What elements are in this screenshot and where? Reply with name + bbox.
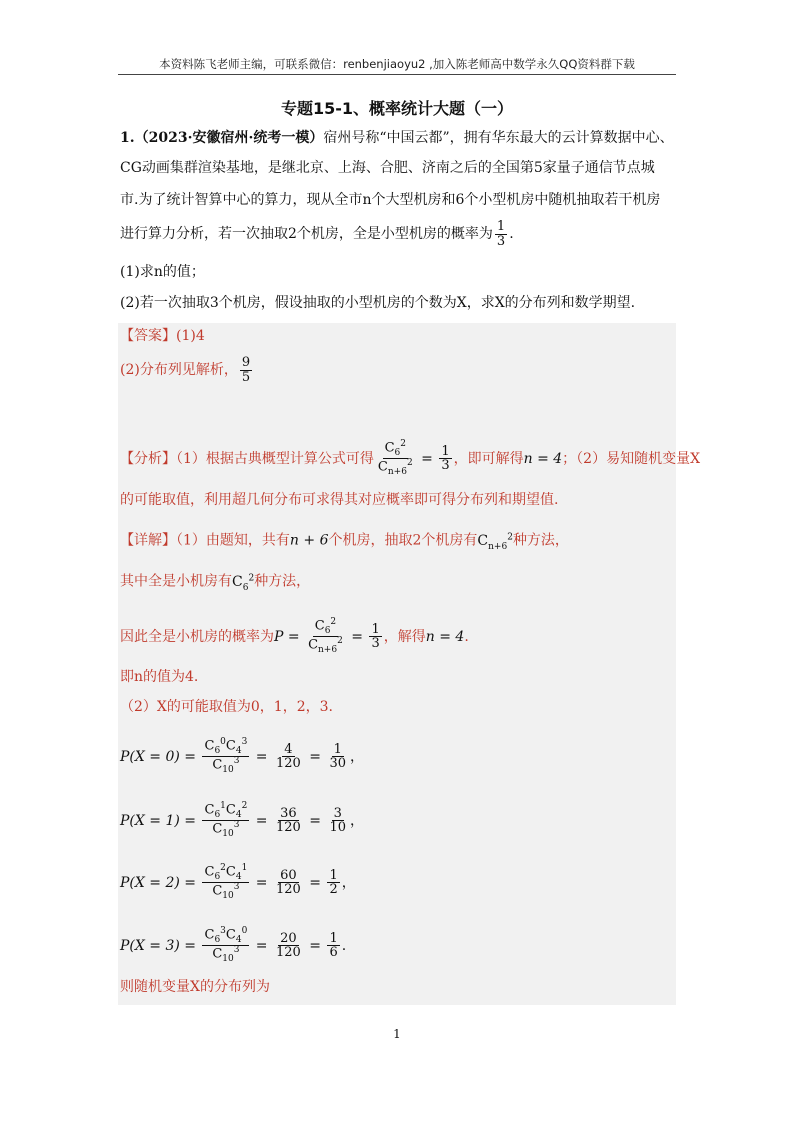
prob-lhs: P(X = 1) = — [120, 812, 197, 829]
punctuation: ， — [349, 748, 364, 765]
problem-line-2: CG动画集群渲染基地，是继北京、上海、合肥、济南之后的全国第5家量子通信节点城 — [120, 160, 655, 176]
frac-num: 1 — [496, 219, 506, 234]
fraction — [274, 807, 303, 835]
frac-num: 1 — [329, 867, 338, 883]
question-1: (1)求n的值； — [120, 264, 205, 280]
frac-num: 1 — [441, 443, 450, 459]
analysis-line-1 — [120, 440, 700, 478]
frac-num: 3 — [333, 805, 342, 821]
problem-text: 宿州号称“中国云都”，拥有华东最大的云计算数据中心、 — [323, 130, 674, 146]
fraction — [202, 738, 249, 776]
frac-den: 2 — [329, 882, 338, 898]
problem-line-1 — [120, 128, 674, 148]
frac-den: 3 — [496, 233, 506, 249]
punctuation: ， — [341, 874, 356, 891]
analysis-line-2: 的可能取值，利用超几何分布可求得其对应概率即可得分布列和期望值. — [120, 492, 559, 508]
detail-text: 其中全是小机房有 — [120, 573, 232, 590]
fraction — [495, 220, 507, 248]
analysis-text: ；（2）易知随机变量X — [562, 450, 701, 467]
answer-line-2 — [120, 356, 254, 384]
math-expr: n + 6 — [289, 532, 329, 549]
frac-den: 6 — [329, 945, 338, 961]
page-header: 本资料陈飞老师主编，可联系微信：renbenjiaoyu2 ,加入陈老师高中数学永久QQ资料群下载 — [159, 57, 635, 71]
probability-row: P(X = 3) = $\frac{C_6^3C_4^0}{C_{10}^3}$ = $\frac{20}{120}$ = $\frac{1}{6}$ . — [120, 926, 347, 965]
detail-text: . — [464, 628, 469, 645]
punctuation: . — [341, 937, 347, 954]
frac-den: $C_{10}^3$ — [212, 945, 240, 965]
frac-num: $C_6^2$ — [384, 439, 407, 458]
fraction — [274, 932, 303, 960]
problem-text: 进行算力分析，若一次抽取2个机房，全是小型机房的概率为 — [120, 226, 493, 243]
frac-den: 120 — [275, 882, 301, 898]
detail-text: 种方法， — [254, 573, 311, 590]
fraction — [369, 623, 381, 651]
problem-source: （2023·安徽宿州·统考一模） — [134, 130, 324, 146]
frac-den: $C_{10}^3$ — [212, 882, 240, 902]
problem-line-4 — [120, 220, 514, 248]
detail-line-1 — [120, 527, 569, 556]
problem-line-3: 市.为了统计智算中心的算力，现从全市n个大型机房和6个小型机房中随机抽取若干机房 — [120, 192, 661, 208]
frac-num: 1 — [329, 930, 338, 946]
header-divider — [118, 74, 676, 75]
detail-line-4: 即n的值为4. — [120, 669, 199, 685]
frac-num: $C_6^2C_4^1$ — [204, 863, 248, 882]
page-title: 专题15-1、概率统计大题（一） — [280, 99, 514, 118]
prob-lhs: P(X = 3) = — [120, 937, 197, 954]
fraction — [306, 618, 345, 656]
detail-label: 【详解】 — [120, 532, 176, 549]
fraction — [327, 869, 339, 897]
analysis-text: （1）根据古典概型计算公式可得 — [176, 450, 374, 467]
math-expr: P = $\frac{C_6^2}{C_{n+6}^2}$ = $\frac{1}{3}$ — [274, 617, 380, 656]
fraction — [202, 927, 249, 965]
detail-line-3 — [120, 618, 469, 656]
frac-den: $C_{10}^3$ — [212, 756, 240, 776]
frac-den: 120 — [275, 820, 301, 836]
frac-den: 120 — [275, 756, 301, 772]
math-expr: n = 4 — [425, 628, 465, 645]
detail-text: （1）由题知，共有 — [176, 532, 290, 549]
fraction — [202, 864, 249, 902]
fraction — [327, 932, 339, 960]
prob-lhs: P(X = 2) = — [120, 874, 197, 891]
frac-num: 36 — [280, 805, 297, 821]
detail-line-5: （2）X的可能取值为0，1，2，3. — [120, 699, 333, 715]
probability-row: P(X = 2) = $\frac{C_6^2C_4^1}{C_{10}^3}$ = $\frac{60}{120}$ = $\frac{1}{2}$ ， — [120, 863, 356, 902]
frac-num: 60 — [280, 867, 297, 883]
frac-num: $C_6^0C_4^3$ — [204, 737, 248, 756]
frac-den: $C_{n+6}^2$ — [308, 636, 343, 656]
fraction — [327, 743, 348, 771]
frac-den: 30 — [329, 756, 346, 772]
prob-lhs: P(X = 0) = — [120, 748, 197, 765]
frac-num: 20 — [280, 930, 297, 946]
problem-text: . — [509, 226, 514, 243]
frac-den: $C_{n+6}^2$ — [377, 458, 413, 478]
fraction — [240, 356, 252, 384]
frac-num: $C_6^3C_4^0$ — [204, 926, 248, 945]
math-expr: $C_{n+6}^2$ — [477, 532, 513, 552]
probability-row: P(X = 1) = $\frac{C_6^1C_4^2}{C_{10}^3}$ = $\frac{36}{120}$ = $\frac{3}{10}$ ， — [120, 801, 364, 840]
solution-panel — [118, 323, 676, 1005]
fraction — [327, 807, 348, 835]
frac-num: 1 — [371, 621, 380, 637]
frac-num: 1 — [333, 741, 342, 757]
answer-value: (1)4 — [176, 328, 205, 344]
frac-num: 9 — [241, 355, 251, 370]
detail-text: 因此全是小机房的概率为 — [120, 628, 274, 645]
fraction — [202, 802, 249, 840]
frac-den: 5 — [241, 369, 251, 385]
math-expr: n = 4 — [523, 450, 563, 467]
frac-den: $C_{10}^3$ — [212, 820, 240, 840]
analysis-text: ，即可解得 — [453, 450, 524, 467]
question-2: (2)若一次抽取3个机房，假设抽取的小型机房的个数为X，求X的分布列和数学期望. — [120, 295, 636, 311]
answer-text: (2)分布列见解析， — [120, 362, 238, 379]
detail-text: ，解得 — [383, 628, 426, 645]
punctuation: ， — [349, 812, 364, 829]
detail-text: 个机房，抽取2个机房有 — [328, 532, 478, 549]
fraction — [439, 445, 451, 473]
detail-text: 种方法， — [512, 532, 569, 549]
fraction — [376, 440, 415, 478]
analysis-label: 【分析】 — [120, 450, 176, 467]
frac-den: 3 — [441, 458, 450, 474]
probability-row: P(X = 0) = $\frac{C_6^0C_4^3}{C_{10}^3}$ = $\frac{4}{120}$ = $\frac{1}{30}$ ， — [120, 737, 364, 776]
frac-num: $C_6^1C_4^2$ — [204, 801, 248, 820]
frac-den: 3 — [371, 636, 380, 652]
frac-den: 10 — [329, 820, 346, 836]
answer-label: 【答案】 — [120, 328, 176, 344]
frac-num: $C_6^2$ — [314, 617, 337, 636]
math-expr: $C_6^2$ — [232, 573, 255, 593]
problem-number: 1. — [120, 130, 135, 146]
detail-line-2 — [120, 568, 310, 597]
detail-line-last: 则随机变量X的分布列为 — [120, 979, 270, 995]
frac-den: 120 — [275, 945, 301, 961]
answer-line-1 — [120, 326, 205, 346]
page-number: 1 — [393, 1027, 401, 1041]
frac-num: 4 — [284, 741, 293, 757]
fraction — [274, 743, 303, 771]
fraction — [274, 869, 303, 897]
combination-ratio: $\frac{C_6^2}{C_{n+6}^2}$ = $\frac{1}{3}$ — [377, 439, 450, 478]
